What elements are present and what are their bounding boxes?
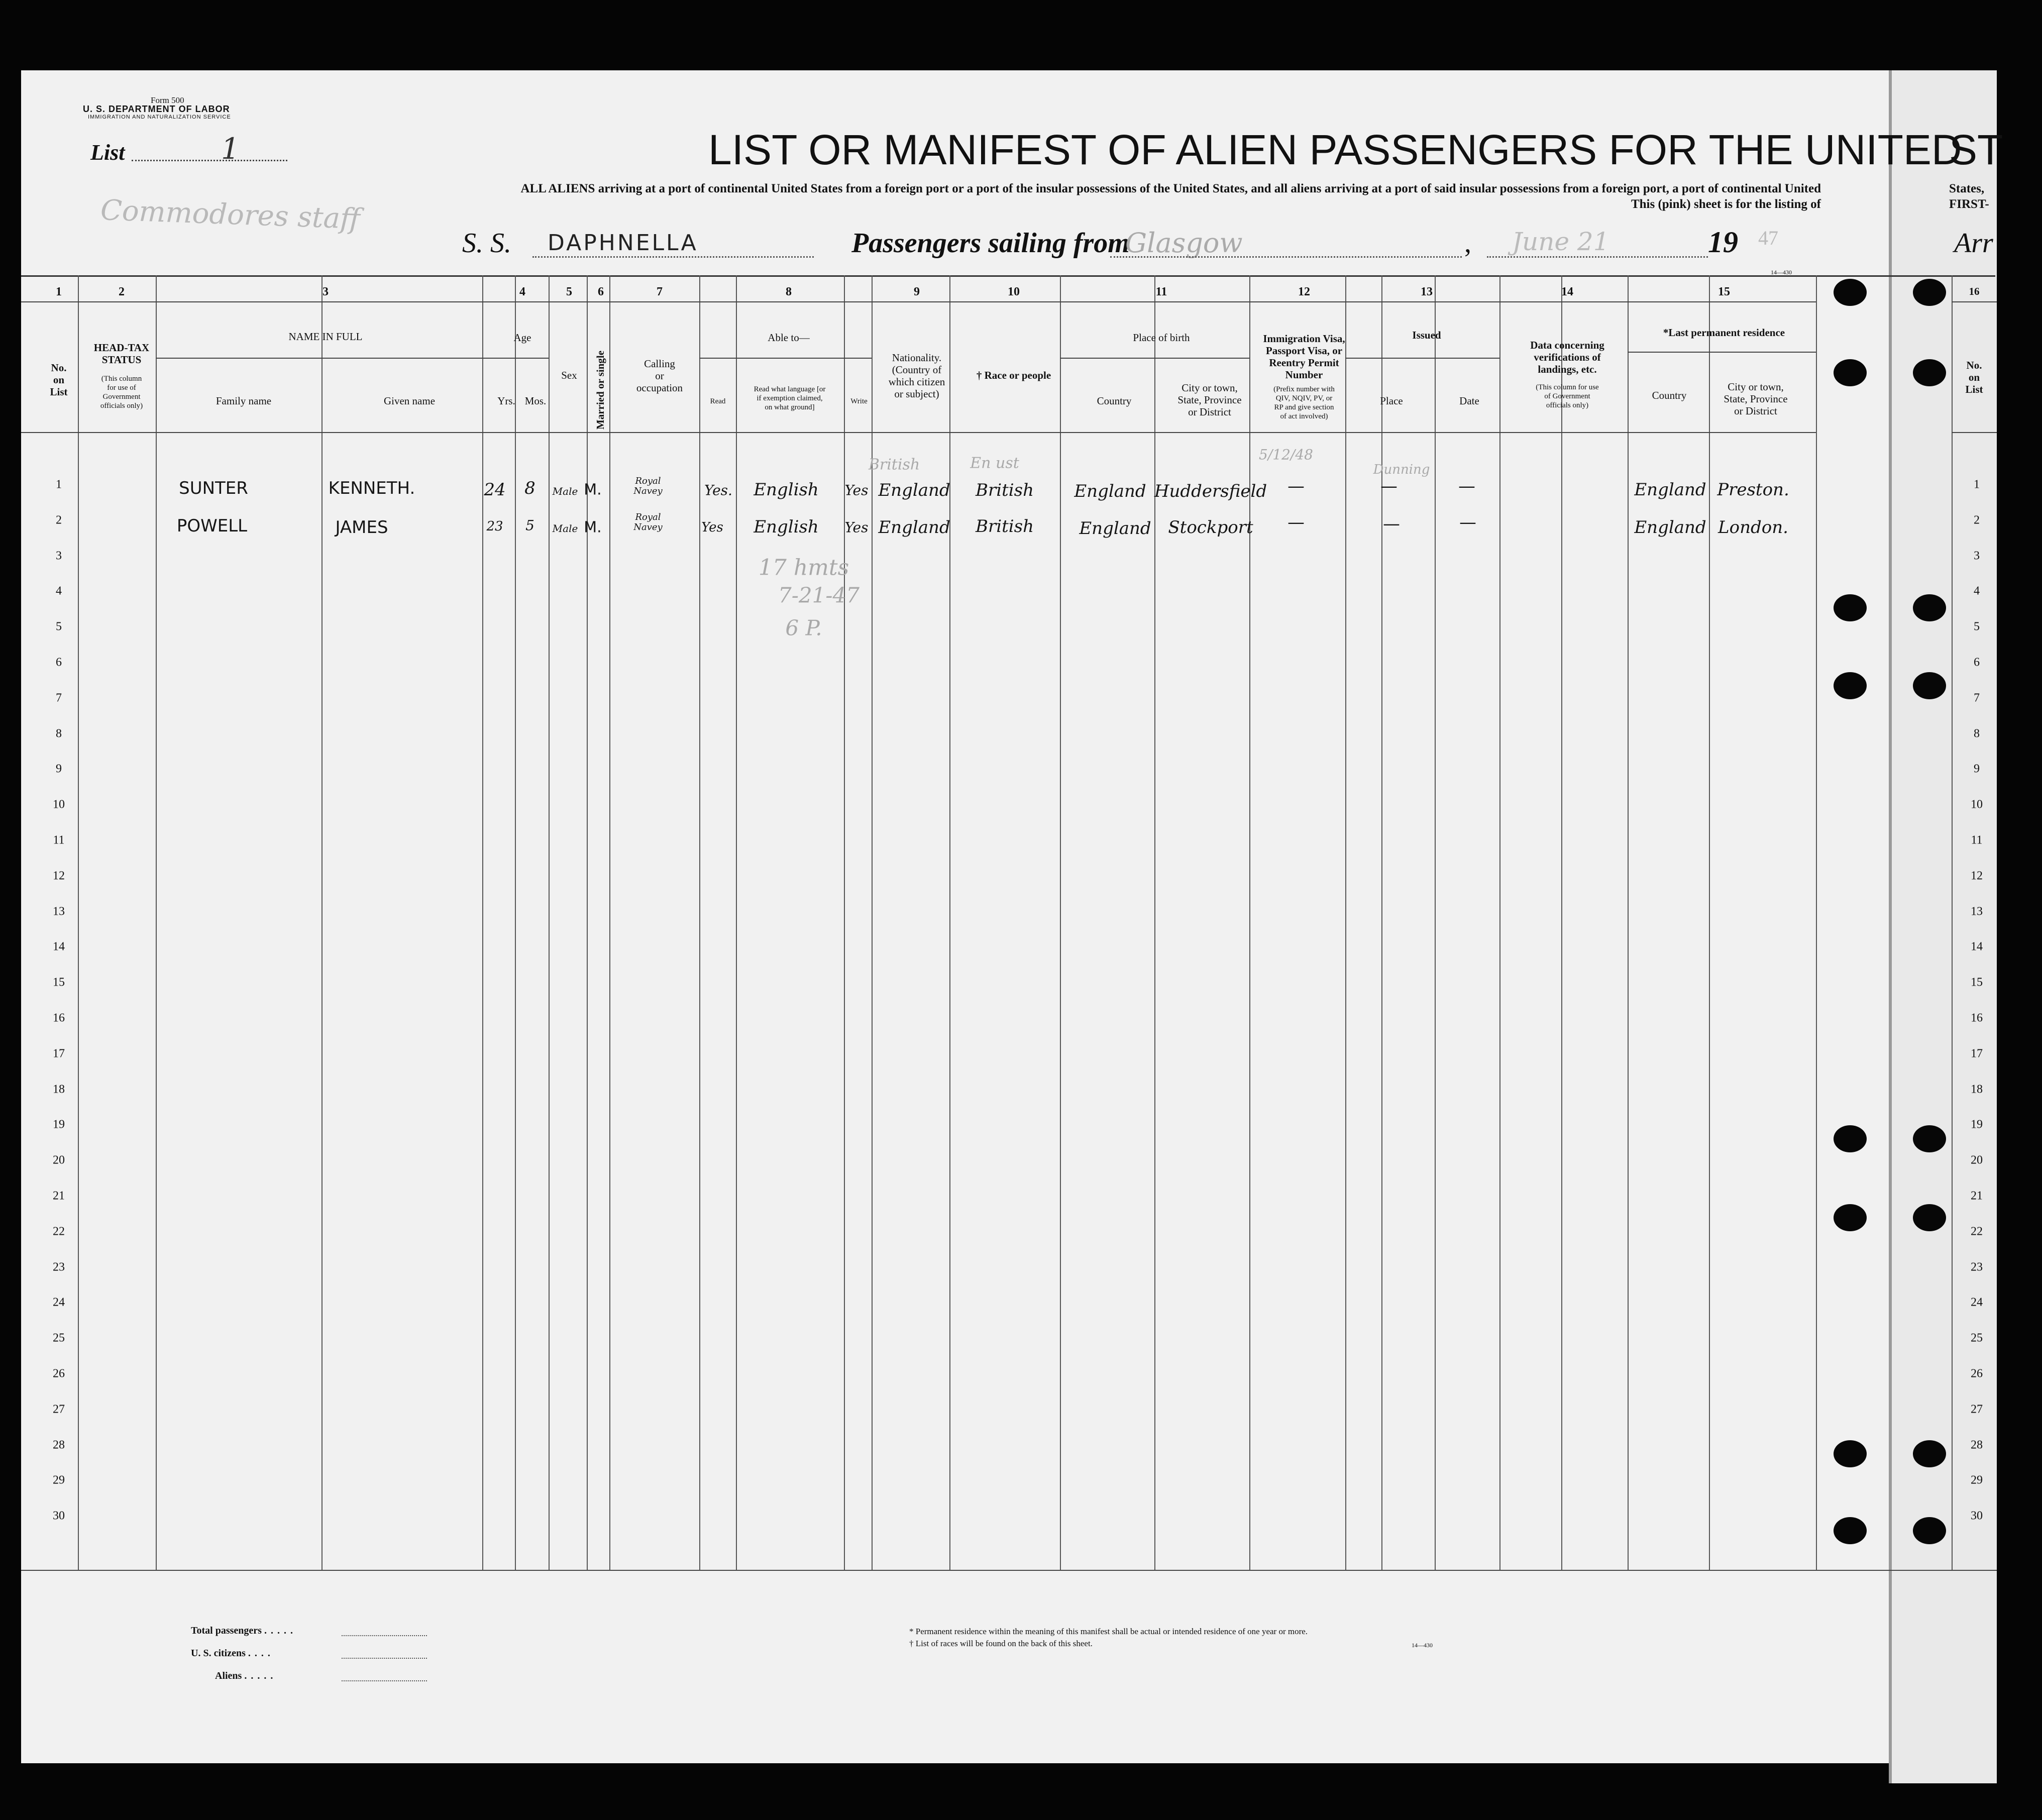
row-number-right: 10 xyxy=(1971,798,1983,811)
row-number: 12 xyxy=(53,869,65,883)
subtext-line1: ALL ALIENS arriving at a port of continental United States from a foreign port or a port of the insular possessions of the United States, and all aliens arriving at a port of said insular possessions from a foreign port, a port of continental United xyxy=(520,182,1821,195)
service: IMMIGRATION AND NATURALIZATION SERVICE xyxy=(88,114,231,120)
column-rule xyxy=(1345,275,1346,1570)
subtext-line2: This (pink) sheet is for the listing of xyxy=(1631,197,1821,211)
row-number: 10 xyxy=(53,798,65,811)
header-issued: Issued xyxy=(1412,329,1441,341)
punch-hole xyxy=(1913,1440,1946,1467)
header-visa: Immigration Visa, Passport Visa, or Reentry Permit Number xyxy=(1263,333,1345,381)
punch-hole xyxy=(1913,359,1946,386)
row1-nationality: England xyxy=(878,480,950,500)
name-subheader-rule xyxy=(156,358,482,359)
row-number-right: 12 xyxy=(1971,869,1983,883)
row-number-right: 7 xyxy=(1974,691,1980,705)
header-sex: Sex xyxy=(561,369,577,381)
row2-res-country: England xyxy=(1634,517,1706,538)
column-number: 10 xyxy=(1008,285,1020,298)
row-number-right: 2 xyxy=(1974,513,1980,527)
row2-issued-place: — xyxy=(1383,514,1400,534)
row-number: 24 xyxy=(53,1296,65,1309)
row1-write: Yes xyxy=(844,482,869,499)
residence-subheader-rule xyxy=(1628,352,1816,353)
column-rule xyxy=(949,275,950,1570)
column-rule xyxy=(515,275,516,1570)
punch-hole xyxy=(1913,1204,1946,1231)
row1-birth-city: Huddersfield xyxy=(1154,481,1267,501)
column-rule xyxy=(1435,275,1436,1570)
punch-hole xyxy=(1834,672,1867,699)
row-number-right: 6 xyxy=(1974,656,1980,669)
row-number: 3 xyxy=(56,549,62,563)
column-rule xyxy=(844,275,845,1570)
header-given-name: Given name xyxy=(383,395,436,407)
header-last-residence: *Last permanent residence xyxy=(1663,327,1785,339)
header-calling: Calling or occupation xyxy=(636,358,683,394)
punch-hole xyxy=(1913,1517,1946,1544)
row-number: 4 xyxy=(56,584,62,598)
column-number: 8 xyxy=(786,285,792,298)
row-number-right: 30 xyxy=(1971,1509,1983,1523)
row2-calling: Royal Navey xyxy=(633,512,663,532)
header-no-on-list: No. on List xyxy=(50,362,68,398)
column-number: 15 xyxy=(1718,285,1730,298)
row-number-right: 16 xyxy=(1971,1011,1983,1025)
row2-mos: 5 xyxy=(525,517,534,534)
header-head-tax: HEAD-TAX STATUS xyxy=(93,342,150,366)
row-number: 28 xyxy=(53,1438,65,1452)
row-number: 18 xyxy=(53,1083,65,1096)
column-number: 6 xyxy=(598,285,604,298)
row-number-right: 28 xyxy=(1971,1438,1983,1452)
year-value: 47 xyxy=(1758,227,1778,249)
row-number: 29 xyxy=(53,1473,65,1487)
header-age: Age xyxy=(513,332,531,344)
punch-hole xyxy=(1834,1125,1867,1152)
next-sheet-subtext: States, FIRST- xyxy=(1949,182,1989,211)
row2-family-name: POWELL xyxy=(176,516,248,536)
row-number: 11 xyxy=(53,833,65,847)
able-subheader-rule xyxy=(699,358,872,359)
row2-birth-city: Stockport xyxy=(1168,517,1253,538)
header-data-note: (This column for use of Government officials only) xyxy=(1536,383,1599,409)
row-number-right: 3 xyxy=(1974,549,1980,563)
column-number: 4 xyxy=(519,285,525,298)
column-rule xyxy=(1816,275,1817,1570)
header-birth-country: Country xyxy=(1097,395,1132,407)
row-number-right: 9 xyxy=(1974,762,1980,776)
us-citizens-line xyxy=(342,1658,427,1659)
pencil-note-1: 17 hmts xyxy=(758,555,849,581)
column-number: 9 xyxy=(914,285,920,298)
form-number: Form 500 xyxy=(151,95,184,105)
row2-race: British xyxy=(976,516,1034,537)
aliens-line xyxy=(342,1680,427,1681)
column-rule xyxy=(699,275,700,1570)
age-subheader-rule xyxy=(482,358,549,359)
next-sheet-title: ST xyxy=(1949,126,2003,173)
header-issued-place: Place xyxy=(1380,395,1403,407)
row-number: 22 xyxy=(53,1225,65,1238)
row2-read: Yes xyxy=(701,520,723,535)
column-rule xyxy=(1952,275,1953,1570)
row-number: 21 xyxy=(53,1189,65,1203)
header-mos: Mos. xyxy=(524,395,547,407)
header-birth-city: City or town, State, Province or District xyxy=(1177,382,1242,418)
row2-issued-date: — xyxy=(1459,512,1476,532)
birth-subheader-rule xyxy=(1060,358,1249,359)
row1-sex: Male xyxy=(552,485,578,497)
row-number: 1 xyxy=(56,478,62,491)
header-yrs: Yrs. xyxy=(497,395,515,407)
annotation-nationality: British xyxy=(868,456,920,474)
row2-write: Yes xyxy=(844,519,869,536)
port-name: Glasgow xyxy=(1125,227,1243,259)
row-number: 15 xyxy=(53,976,65,989)
header-race: † Race or people xyxy=(976,369,1051,381)
list-line xyxy=(132,160,287,161)
row-number-right: 4 xyxy=(1974,584,1980,598)
column-rule xyxy=(1249,275,1250,1570)
column-number: 1 xyxy=(56,285,62,298)
row-number-right: 24 xyxy=(1971,1296,1983,1309)
punch-hole xyxy=(1834,594,1867,621)
footnote-2: † List of races will be found on the back of this sheet. xyxy=(909,1639,1093,1648)
column-number: 5 xyxy=(566,285,572,298)
row-number: 13 xyxy=(53,905,65,918)
header-res-country: Country xyxy=(1652,389,1687,401)
ss-label: S. S. xyxy=(462,228,511,259)
column-number: 12 xyxy=(1298,285,1310,298)
header-issued-date: Date xyxy=(1459,395,1479,407)
annotation-visa: 5/12/48 xyxy=(1259,446,1313,463)
row-number-right: 15 xyxy=(1971,976,1983,989)
row-number: 26 xyxy=(53,1367,65,1380)
annotation-race: En ust xyxy=(970,454,1019,472)
page-title: LIST OR MANIFEST OF ALIEN PASSENGERS FOR THE UNITED xyxy=(708,126,1962,173)
row-number-right: 29 xyxy=(1971,1473,1983,1487)
row-number-right: 14 xyxy=(1971,940,1983,953)
row2-birth-country: England xyxy=(1079,518,1151,539)
column-number: 3 xyxy=(323,285,329,298)
row-number-right: 18 xyxy=(1971,1083,1983,1096)
ship-line xyxy=(532,256,814,258)
row2-language: English xyxy=(754,517,819,537)
total-passengers-line xyxy=(342,1635,427,1636)
row-number-right: 27 xyxy=(1971,1403,1983,1416)
header-visa-note: (Prefix number with QIV, NQIV, PV, or RP and give section of act involved) xyxy=(1273,385,1335,420)
row-number-right: 11 xyxy=(1971,833,1983,847)
column-rule xyxy=(321,275,323,1570)
department: U. S. DEPARTMENT OF LABOR xyxy=(83,104,230,114)
total-passengers-label: Total passengers ..... xyxy=(191,1625,297,1636)
port-line xyxy=(1110,256,1462,258)
row-number-right: 17 xyxy=(1971,1047,1983,1060)
punch-hole xyxy=(1913,672,1946,699)
row1-married: M. xyxy=(584,481,602,499)
column-number: 13 xyxy=(1421,285,1433,298)
annotation-issued: Dunning xyxy=(1373,462,1430,477)
next-sheet-col-number: 16 xyxy=(1969,285,1980,297)
header-bottom-rule xyxy=(21,432,1816,433)
row-number-right: 13 xyxy=(1971,905,1983,918)
column-number: 11 xyxy=(1155,285,1167,298)
header-married: Married or single xyxy=(594,350,606,430)
header-read-language: Read what language [or if exemption claimed, on what ground] xyxy=(754,385,826,411)
header-read: Read xyxy=(710,397,726,405)
row2-given-name: JAMES xyxy=(335,517,388,538)
row-number: 14 xyxy=(53,940,65,953)
row2-yrs: 23 xyxy=(486,519,503,534)
row-number-right: 25 xyxy=(1971,1331,1983,1345)
row-number-right: 1 xyxy=(1974,478,1980,491)
row-number: 30 xyxy=(53,1509,65,1523)
row-number: 9 xyxy=(56,762,62,776)
pencil-note-3: 6 P. xyxy=(785,615,822,640)
row-number-right: 19 xyxy=(1971,1118,1983,1131)
column-rule xyxy=(78,275,79,1570)
row-number: 16 xyxy=(53,1011,65,1025)
punch-hole xyxy=(1834,1204,1867,1231)
row1-visa: — xyxy=(1287,476,1305,496)
row1-yrs: 24 xyxy=(484,480,506,500)
manifest-sheet xyxy=(21,70,1890,1763)
row1-calling: Royal Navey xyxy=(633,476,663,496)
column-number: 7 xyxy=(657,285,663,298)
us-citizens-label: U. S. citizens .... xyxy=(191,1648,274,1659)
row-number: 19 xyxy=(53,1118,65,1131)
column-rule xyxy=(587,275,588,1570)
row-number: 27 xyxy=(53,1403,65,1416)
issued-subheader-rule xyxy=(1345,358,1499,359)
punch-hole xyxy=(1913,1125,1946,1152)
year-label: 19 xyxy=(1708,226,1738,259)
column-rule xyxy=(549,275,550,1570)
row1-res-country: England xyxy=(1634,480,1706,500)
row-number-right: 5 xyxy=(1974,620,1980,633)
row-number-right: 23 xyxy=(1971,1260,1983,1274)
column-number: 2 xyxy=(119,285,125,298)
punch-hole xyxy=(1913,594,1946,621)
row-number-right: 26 xyxy=(1971,1367,1983,1380)
row2-sex: Male xyxy=(552,522,578,534)
list-label: List xyxy=(90,140,125,165)
punch-hole xyxy=(1834,359,1867,386)
row1-birth-country: England xyxy=(1074,481,1146,501)
header-write: Write xyxy=(850,397,868,405)
column-rule xyxy=(736,275,737,1570)
header-able-to: Able to— xyxy=(768,332,810,344)
header-number-rule xyxy=(1952,301,1997,302)
next-sheet-arr: Arr xyxy=(1954,228,1993,259)
row-number-right: 22 xyxy=(1971,1225,1983,1238)
header-name-in-full: NAME IN FULL xyxy=(288,331,363,343)
list-value: 1 xyxy=(221,132,240,166)
row2-married: M. xyxy=(584,518,602,537)
row-number-right: 20 xyxy=(1971,1153,1983,1167)
column-rule xyxy=(1561,275,1562,1570)
punch-hole xyxy=(1913,279,1946,306)
row1-read: Yes. xyxy=(704,482,732,499)
header-data-concerning: Data concerning verifications of landings, etc. xyxy=(1530,339,1604,375)
footnote-1: * Permanent residence within the meaning of this manifest shall be actual or intended residence of one year or more. xyxy=(909,1627,1308,1636)
row-number: 6 xyxy=(56,656,62,669)
form-code: 14—430 xyxy=(1771,269,1792,276)
ship-name: DAPHNELLA xyxy=(548,230,698,256)
column-rule xyxy=(1499,275,1500,1570)
table-bottom-rule xyxy=(21,1570,1997,1571)
comma: , xyxy=(1464,228,1471,259)
row-number: 5 xyxy=(56,620,62,633)
row-number-right: 8 xyxy=(1974,727,1980,740)
row1-issued-place: — xyxy=(1380,476,1398,496)
header-res-city: City or town, State, Province or District xyxy=(1724,381,1788,417)
date-line xyxy=(1487,256,1708,258)
column-rule xyxy=(482,275,483,1570)
stamp: Commodores staff xyxy=(100,194,361,236)
row-number: 17 xyxy=(53,1047,65,1060)
header-place-of-birth: Place of birth xyxy=(1133,332,1190,344)
header-number-rule xyxy=(21,301,1816,302)
column-rule xyxy=(1154,275,1155,1570)
passengers-label: Passengers sailing from xyxy=(851,228,1130,259)
footer-code: 14—430 xyxy=(1412,1642,1433,1649)
row1-language: English xyxy=(754,480,819,500)
row-number: 2 xyxy=(56,513,62,527)
pencil-note-2: 7-21-47 xyxy=(778,583,859,608)
column-rule xyxy=(609,275,610,1570)
row-number: 25 xyxy=(53,1331,65,1345)
row-number: 8 xyxy=(56,727,62,740)
header-bottom-rule xyxy=(1952,432,1997,433)
column-rule xyxy=(1628,275,1629,1570)
row1-res-city: Preston. xyxy=(1717,480,1789,500)
row1-mos: 8 xyxy=(524,478,535,498)
column-number: 14 xyxy=(1561,285,1573,298)
sailing-date: June 21 xyxy=(1512,227,1609,256)
row-number: 23 xyxy=(53,1260,65,1274)
subtext xyxy=(362,181,1821,212)
row-number: 20 xyxy=(53,1153,65,1167)
punch-hole xyxy=(1834,1440,1867,1467)
row-number: 7 xyxy=(56,691,62,705)
row2-res-city: London. xyxy=(1718,517,1788,538)
aliens-label: Aliens ..... xyxy=(215,1670,277,1681)
header-head-tax-note: (This column for use of Government officials only) xyxy=(100,375,143,410)
header-nationality: Nationality. (Country of which citizen or subject) xyxy=(888,352,945,400)
punch-hole xyxy=(1834,279,1867,306)
row-number-right: 21 xyxy=(1971,1189,1983,1203)
punch-hole xyxy=(1834,1517,1867,1544)
row1-issued-date: — xyxy=(1458,476,1475,496)
column-rule xyxy=(156,275,157,1570)
column-rule xyxy=(1709,275,1710,1570)
column-rule xyxy=(1060,275,1061,1570)
row2-nationality: England xyxy=(878,517,950,538)
next-sheet-row-header: No. on List xyxy=(1965,359,1983,395)
row2-visa: — xyxy=(1287,512,1305,532)
header-family-name: Family name xyxy=(216,395,272,407)
row1-family-name: SUNTER xyxy=(179,478,248,498)
table-top-rule xyxy=(21,275,1995,277)
row1-race: British xyxy=(976,480,1034,500)
row1-given-name: KENNETH. xyxy=(328,478,415,498)
